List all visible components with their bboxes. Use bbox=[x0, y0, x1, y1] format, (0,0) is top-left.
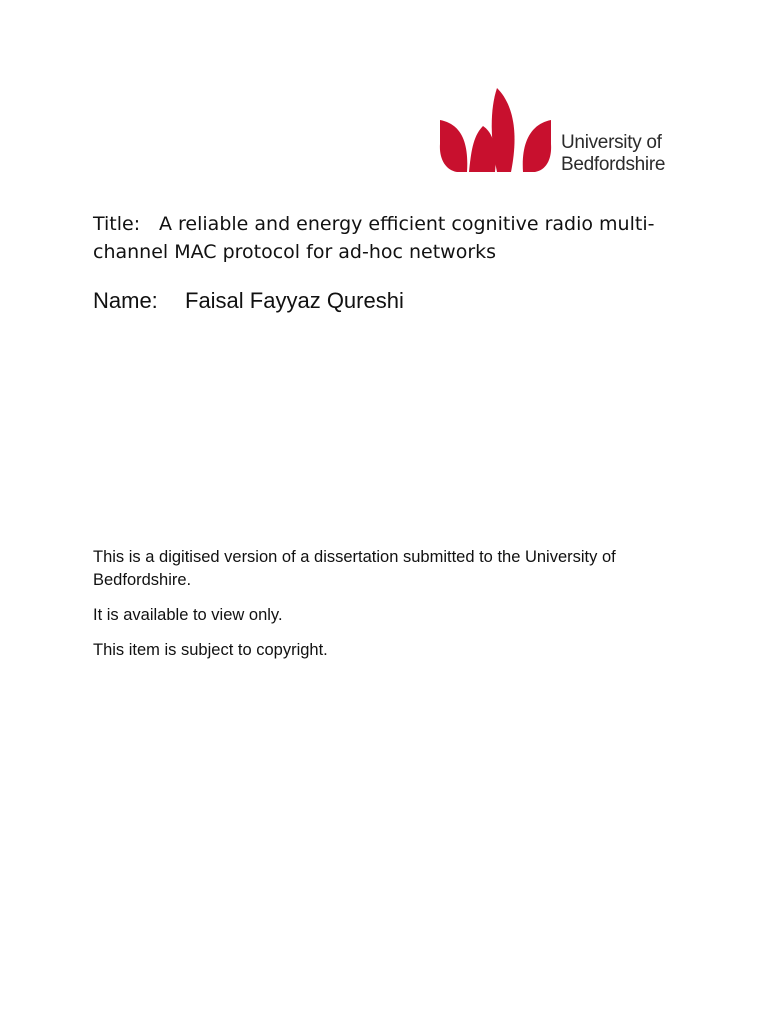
university-logo-mark bbox=[439, 86, 553, 174]
university-name-line1: University of bbox=[561, 132, 662, 153]
title-text: A reliable and energy efficient cognitive radio multi-channel MAC protocol for ad-hoc networks bbox=[93, 213, 655, 263]
notice-line-2: It is available to view only. bbox=[93, 606, 283, 624]
name-value: Faisal Fayyaz Qureshi bbox=[185, 288, 404, 313]
thesis-title bbox=[93, 210, 683, 266]
university-name bbox=[561, 132, 665, 176]
copyright-notice bbox=[93, 546, 683, 674]
notice-line-1: This is a digitised version of a dissertation submitted to the University of Bedfordshire. bbox=[93, 548, 616, 589]
author-name bbox=[93, 286, 404, 316]
university-logo bbox=[439, 86, 675, 176]
university-name-line2: Bedfordshire bbox=[561, 154, 666, 175]
notice-line-3: This item is subject to copyright. bbox=[93, 641, 328, 659]
name-label: Name: bbox=[93, 288, 158, 313]
title-label: Title: bbox=[93, 213, 141, 235]
